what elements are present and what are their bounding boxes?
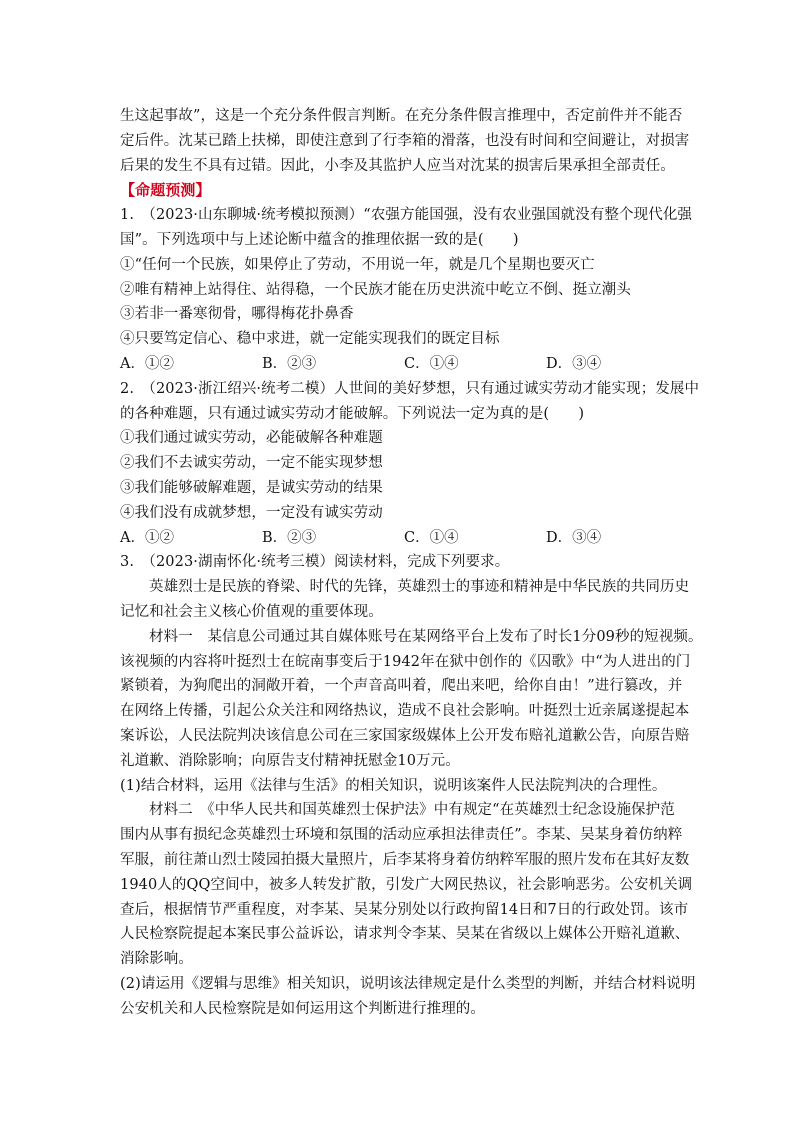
question-text: 2. （2023·浙江绍兴·统考二模）人世间的美好梦想，只有通过诚实劳动才能实现；发展中 (120, 380, 700, 397)
material-2-line: 军服，前往萧山烈士陵园拍摄大量照片，后李某将身着仿纳粹军服的照片发布在其好友数 (120, 851, 690, 868)
statement-item: ④我们没有成就梦想，一定没有诚实劳动 (120, 504, 383, 521)
material-intro-line: 英雄烈士是民族的脊梁、时代的先锋，英雄烈士的事迹和精神是中华民族的共同历史 (149, 579, 690, 596)
option-a[interactable]: A．①② (120, 355, 174, 372)
question-text: 3. （2023·湖南怀化·统考三模）阅读材料，完成下列要求。 (120, 554, 510, 571)
statement-item: ①我们通过诚实劳动，必能破解各种难题 (120, 430, 383, 447)
section-title: 【命题预测】 (120, 181, 211, 200)
statement-item: ②我们不去诚实劳动，一定不能实现梦想 (120, 455, 383, 472)
option-d[interactable]: D．③④ (546, 529, 602, 546)
option-b[interactable]: B．②③ (262, 529, 317, 546)
material-1-line: 在网络上传播，引起公众关注和网络热议，造成不良社会影响。叶挺烈士近亲属遂提起本 (120, 703, 690, 720)
statement-item: ①“任何一个民族，如果停止了劳动，不用说一年，就是几个星期也要灭亡 (120, 256, 595, 273)
option-c[interactable]: C．①④ (404, 529, 459, 546)
requirement-2: 公安机关和人民检察院是如何运用这个判断进行推理的。 (120, 1000, 485, 1017)
option-a[interactable]: A．①② (120, 529, 174, 546)
intro-paragraph (120, 104, 690, 178)
option-c[interactable]: C．①④ (404, 355, 459, 372)
question-1 (120, 203, 693, 377)
answer-options (120, 352, 690, 377)
material-2-line: 材料二 《中华人民共和国英雄烈士保护法》中有规定“在英雄烈士纪念设施保护范 (149, 802, 675, 819)
intro-line: 定后件。沈某已踏上扶梯，即使注意到了行李箱的滑落，也没有时间和空间避让，对损害 (120, 132, 690, 149)
question-2 (120, 377, 700, 551)
statement-item: ④只要笃定信心、稳中求进，就一定能实现我们的既定目标 (120, 331, 500, 348)
requirement-1: (1)结合材料，运用《法律与生活》的相关知识，说明该案件人民法院判决的合理性。 (120, 777, 667, 794)
option-d[interactable]: D．③④ (546, 355, 602, 372)
material-2-line: 围内从事有损纪念英雄烈士环境和氛围的活动应承担法律责任”。李某、吴某身着仿纳粹 (120, 827, 683, 844)
question-text: 国”。下列选项中与上述论断中蕴含的推理依据一致的是( ) (120, 231, 519, 248)
question-3 (120, 550, 703, 1021)
material-1-line: 该视频的内容将叶挺烈士在皖南事变后于1942年在狱中创作的《囚歌》中“为人进出的门 (120, 653, 691, 670)
material-2-line: 人民检察院提起本案民事公益诉讼，请求判令李某、吴某在省级以上媒体公开赔礼道歉、 (120, 926, 690, 943)
answer-options (120, 526, 690, 551)
intro-line: 后果的发生不具有过错。因此，小李及其监护人应当对沈某的损害后果承担全部责任。 (120, 157, 675, 174)
material-1-line: 紧锁着，为狗爬出的洞敞开着，一个声音高叫着，爬出来吧，给你自由！”进行篡改，并 (120, 678, 683, 695)
question-text: 的各种难题，只有通过诚实劳动才能破解。下列说法一定为真的是( ) (120, 405, 585, 422)
material-2-line: 消除影响。 (120, 951, 193, 968)
material-2-line: 查后，根据情节严重程度，对李某、吴某分别处以行政拘留14日和7日的行政处罚。该市 (120, 901, 689, 918)
statement-item: ②唯有精神上站得住、站得稳，一个民族才能在历史洪流中屹立不倒、挺立潮头 (120, 281, 631, 298)
material-1-line: 材料一 某信息公司通过其自媒体账号在某网络平台上发布了时长1分09秒的短视频。 (149, 628, 703, 645)
document-page (120, 104, 703, 1021)
statement-item: ③若非一番寒彻骨，哪得梅花扑鼻香 (120, 306, 354, 323)
intro-line: 生这起事故”，这是一个充分条件假言判断。在充分条件假言推理中，否定前件并不能否 (120, 108, 683, 124)
question-text: 1. （2023·山东聊城·统考模拟预测）“农强方能国强，没有农业强国就没有整个现代化强 (120, 207, 693, 224)
requirement-2: (2)请运用《逻辑与思维》相关知识，说明该法律规定是什么类型的判断，并结合材料说明 (120, 975, 696, 992)
material-intro-line: 记忆和社会主义核心价值观的重要体现。 (120, 603, 383, 620)
material-2-line: 1940人的QQ空间中，被多人转发扩散，引发广大网民热议，社会影响恶劣。公安机关调 (120, 876, 693, 893)
option-b[interactable]: B．②③ (262, 355, 317, 372)
material-1-line: 礼道歉、消除影响；向原告支付精神抚慰金10万元。 (120, 752, 460, 769)
statement-item: ③我们能够破解难题，是诚实劳动的结果 (120, 479, 383, 496)
material-1-line: 案诉讼，人民法院判决该信息公司在三家国家级媒体上公开发布赔礼道歉公告，向原告赔 (120, 727, 690, 744)
